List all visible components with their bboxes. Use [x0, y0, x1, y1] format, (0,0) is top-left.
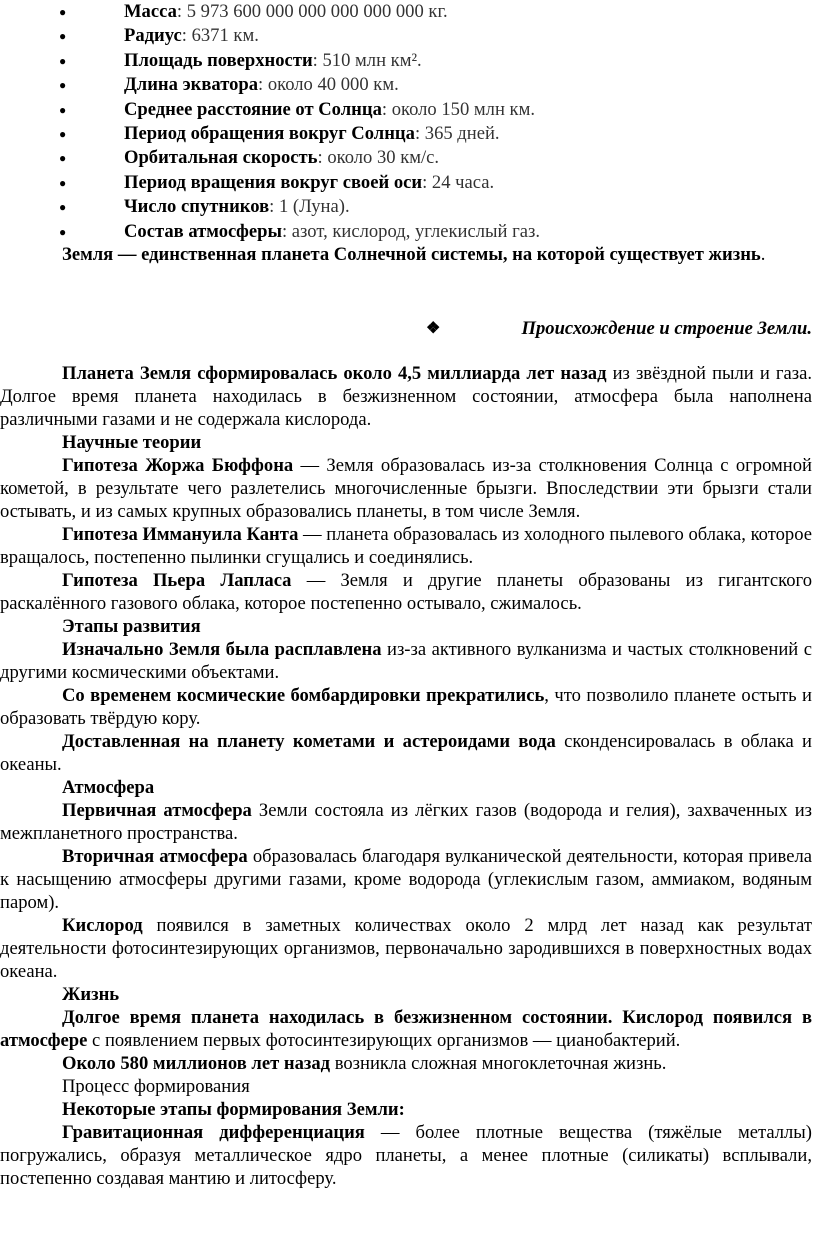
- fact-value: : 6371 км.: [181, 25, 259, 47]
- bullet-icon: ●: [59, 102, 67, 117]
- stage1-bold: Изначально Земля была расплавлена: [62, 639, 382, 660]
- fact-label: Период обращения вокруг Солнца: [124, 122, 415, 144]
- bullet-icon: ●: [59, 53, 67, 68]
- fact-item: [0, 146, 816, 170]
- fact-item: [0, 171, 816, 195]
- fact-label: Масса: [124, 1, 177, 22]
- fact-value: : около 150 млн км.: [381, 98, 535, 120]
- atm3-paragraph: [0, 914, 812, 983]
- life1-tail: с появлением первых фотосинтезирующих организмов — цианобактерий.: [87, 1030, 681, 1051]
- buffon-tail: — Земля образовалась из-за столкновения Солнца с огромной кометой, в результате чего разлетелись многочисленные брызги. Впоследствии эти брызги стали остывать, и из самых крупных образовались планеты, в том числе Земля.: [0, 455, 812, 522]
- origin-paragraph: [0, 362, 812, 431]
- life1-paragraph: [0, 1006, 812, 1052]
- fact-item: [0, 122, 816, 146]
- kant-paragraph: [0, 523, 812, 569]
- stage1-tail: из-за активного вулканизма и частых столкновений с другими космическими объектами.: [0, 639, 812, 683]
- buffon-bold: Гипотеза Жоржа Бюффона: [62, 455, 294, 476]
- fact-item: [0, 98, 816, 122]
- fact-label: Период вращения вокруг своей оси: [124, 171, 423, 193]
- atm2-tail: образовалась благодаря вулканической деятельности, которая привела к насыщению атмосферы другими газами, кроме водорода (углекислым газом, аммиаком, водяным паром).: [0, 846, 813, 913]
- stages-heading: Этапы развития: [62, 616, 201, 637]
- grav-tail: — более плотные вещества (тяжёлые металлы) погружались, образуя металлическое ядро планеты, а менее плотные (силикаты) всплывали, постепенно создавая мантию и литосферу.: [0, 1122, 812, 1189]
- fact-label: Орбитальная скорость: [124, 147, 318, 169]
- kant-bold: Гипотеза Иммануила Канта: [62, 524, 299, 545]
- fact-value: : около 40 000 км.: [258, 74, 399, 96]
- origin-bold: Планета Земля сформировалась около 4,5 миллиарда лет назад: [62, 363, 607, 384]
- bullet-icon: ●: [59, 151, 67, 166]
- atm1-bold: Первичная атмосфера: [62, 800, 252, 821]
- bullet-icon: ●: [59, 175, 67, 190]
- atm3-bold: Кислород: [62, 915, 143, 936]
- kant-tail: — планета образовалась из холодного пылевого облака, которое вращалось, постепенно пылинки сгущались и соединялись.: [0, 524, 812, 568]
- fact-item: [0, 0, 816, 24]
- theories-heading: Научные теории: [62, 432, 202, 453]
- life2-tail: возникла сложная многоклеточная жизнь.: [330, 1053, 667, 1074]
- laplace-tail: — Земля и другие планеты образованы из гигантского раскалённого газового облака, которое постепенно остывало, сжималось.: [0, 570, 812, 614]
- atm3-tail: появился в заметных количествах около 2 млрд лет назад как результат деятельности фотосинтезирующих организмов, первоначально зародившихся в поверхностных водах океана.: [0, 915, 812, 982]
- fact-label: Длина экватора: [124, 74, 259, 96]
- atm2-bold: Вторичная атмосфера: [62, 846, 248, 867]
- life1-bold-2: Кислород появился в атмосфере: [0, 1007, 812, 1051]
- stage2-tail: , что позволило планете остыть и образовать твёрдую кору.: [0, 685, 812, 729]
- section-title: [0, 317, 812, 341]
- diamond-bullet-icon: ❖: [426, 320, 441, 337]
- bullet-icon: ●: [59, 5, 67, 19]
- atm1-tail: Земли состояла из лёгких газов (водорода и гелия), захваченных из межпланетного пространства.: [0, 800, 812, 844]
- earth-facts-list: [0, 0, 816, 244]
- formation-stages-heading: Некоторые этапы формирования Земли:: [62, 1099, 405, 1120]
- stage2-bold: Со временем космические бомбардировки прекратились: [62, 685, 545, 706]
- stage2-paragraph: [0, 684, 812, 730]
- fact-value: : азот, кислород, углекислый газ.: [281, 220, 540, 242]
- life2-paragraph: [0, 1052, 812, 1075]
- atm1-paragraph: [0, 799, 812, 845]
- grav-paragraph: [0, 1121, 812, 1190]
- intro-bold: Земля — единственная планета Солнечной системы, на которой существует жизнь: [62, 244, 761, 265]
- stage3-tail: сконденсировалась в облака и океаны.: [0, 731, 812, 775]
- atmosphere-heading: Атмосфера: [62, 777, 155, 798]
- bullet-icon: ●: [59, 29, 67, 44]
- fact-label: Число спутников: [124, 196, 270, 218]
- section-title-text: Происхождение и строение Земли.: [521, 318, 812, 339]
- intro-paragraph: [0, 243, 812, 266]
- fact-value: : около 30 км/с.: [317, 147, 440, 169]
- bullet-icon: ●: [59, 224, 67, 239]
- fact-value: : 5 973 600 000 000 000 000 000 кг.: [176, 1, 448, 22]
- fact-item: [0, 73, 816, 97]
- bullet-icon: ●: [59, 126, 67, 141]
- atm2-paragraph: [0, 845, 812, 914]
- buffon-paragraph: [0, 454, 812, 523]
- body-text: [0, 362, 812, 1190]
- life2-bold: Около 580 миллионов лет назад: [62, 1053, 331, 1074]
- laplace-paragraph: [0, 569, 812, 615]
- fact-label: Состав атмосферы: [124, 220, 282, 242]
- origin-tail: из звёздной пыли и газа. Долгое время планета находилась в безжизненном состоянии, атмосфера была наполнена различными газами и не содержала кислорода.: [0, 363, 812, 430]
- intro-tail: .: [760, 244, 766, 265]
- fact-value: : 365 дней.: [414, 122, 500, 144]
- grav-bold: Гравитационная дифференциация: [62, 1122, 365, 1143]
- fact-value: : 510 млн км².: [312, 49, 422, 71]
- fact-item: [0, 49, 816, 73]
- fact-item: [0, 220, 816, 244]
- stage3-paragraph: [0, 730, 812, 776]
- stage1-paragraph: [0, 638, 812, 684]
- fact-label: Площадь поверхности: [124, 49, 313, 71]
- laplace-bold: Гипотеза Пьера Лапласа: [62, 570, 292, 591]
- fact-item: [0, 24, 816, 48]
- fact-label: Среднее расстояние от Солнца: [124, 98, 382, 120]
- stage3-bold: Доставленная на планету кометами и астероидами вода: [62, 731, 556, 752]
- fact-value: : 24 часа.: [422, 171, 495, 193]
- bullet-icon: ●: [59, 200, 67, 215]
- life1-bold-1: Долгое время планета находилась в безжизненном состоянии.: [62, 1007, 613, 1028]
- fact-value: : 1 (Луна).: [269, 196, 350, 218]
- fact-label: Радиус: [124, 25, 182, 47]
- bullet-icon: ●: [59, 78, 67, 93]
- life-heading: Жизнь: [62, 984, 120, 1005]
- process-heading: Процесс формирования: [62, 1076, 250, 1097]
- fact-item: [0, 195, 816, 219]
